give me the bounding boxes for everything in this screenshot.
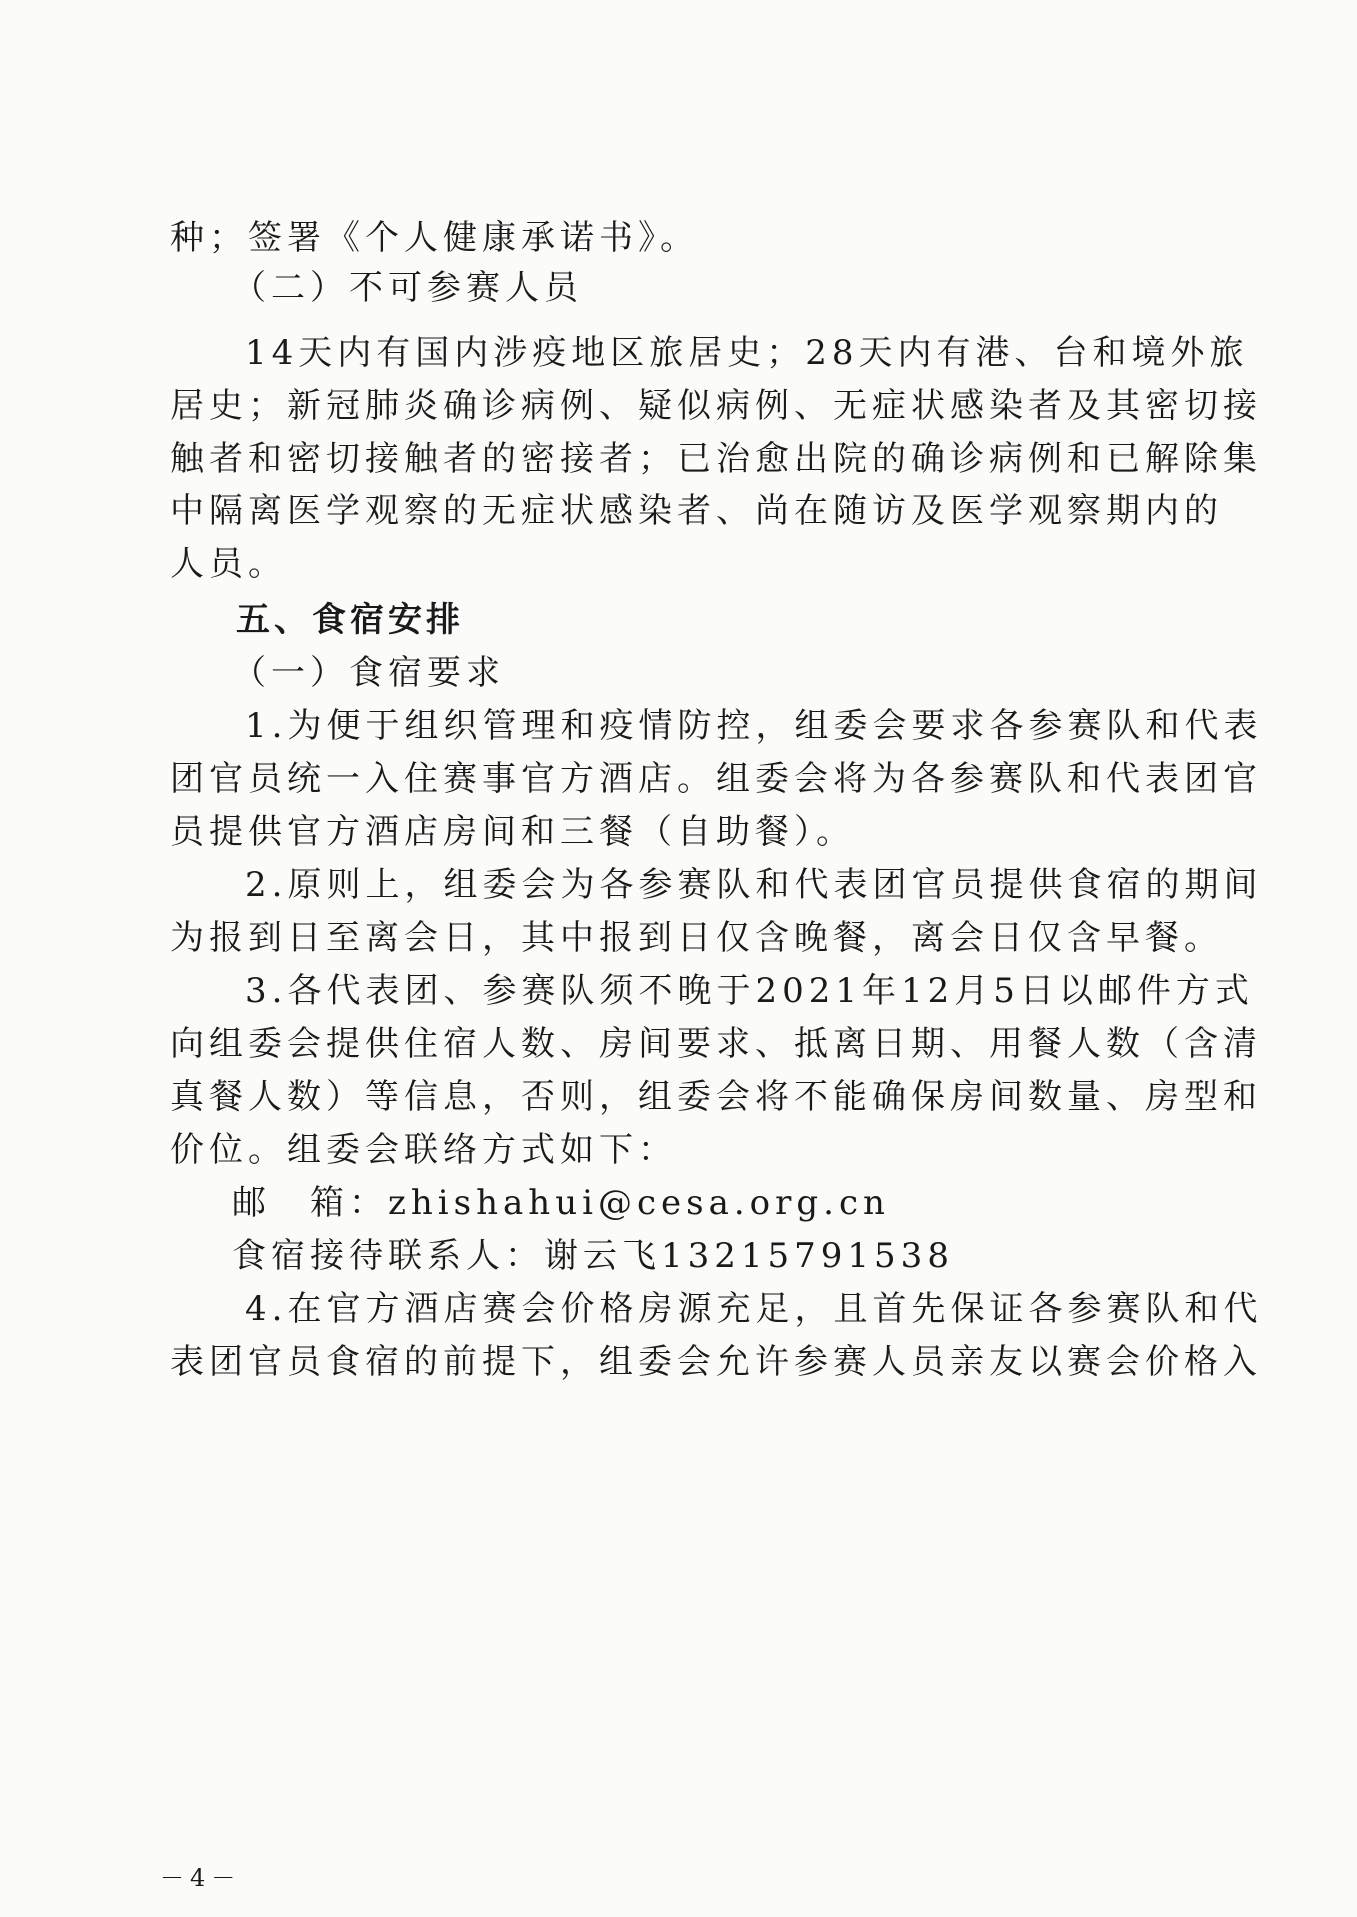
paragraph-line-13: 2.原则上，组委会为各参赛队和代表团官员提供食宿的期间 [245,865,1263,905]
paragraph-line-6: 中隔离医学观察的无症状感染者、尚在随访及医学观察期内的 [170,491,1223,531]
paragraph-line-5: 触者和密切接触者的密接者；已治愈出院的确诊病例和已解除集 [170,439,1262,479]
paragraph-line-21: 4.在官方酒店赛会价格房源充足，且首先保证各参赛队和代 [245,1289,1263,1329]
paragraph-line-12: 员提供官方酒店房间和三餐（自助餐）。 [170,812,855,852]
subheading-accommodation-requirements: （一）食宿要求 [232,653,505,693]
contact-person-line: 食宿接待联系人：谢云飞13215791538 [232,1236,954,1276]
paragraph-line-4: 居史；新冠肺炎确诊病例、疑似病例、无症状感染者及其密切接 [170,386,1262,426]
section-heading-accommodation: 五、食宿安排 [236,600,464,640]
subheading-not-eligible: （二）不可参赛人员 [232,268,583,308]
paragraph-line-16: 向组委会提供住宿人数、房间要求、抵离日期、用餐人数（含清 [170,1024,1262,1064]
paragraph-line-18: 价位。组委会联络方式如下： [170,1130,677,1170]
paragraph-line-3: 14天内有国内涉疫地区旅居史；28天内有港、台和境外旅 [245,333,1249,373]
page-number: －4－ [160,1864,242,1892]
paragraph-line-7: 人员。 [170,544,287,584]
paragraph-line-22: 表团官员食宿的前提下，组委会允许参赛人员亲友以赛会价格入 [170,1342,1262,1382]
paragraph-line-17: 真餐人数）等信息，否则，组委会将不能确保房间数量、房型和 [170,1077,1262,1117]
paragraph-line-15: 3.各代表团、参赛队须不晚于2021年12月5日以邮件方式 [245,971,1254,1011]
contact-email-line: 邮 箱：zhishahui@cesa.org.cn [232,1183,890,1223]
paragraph-line-10: 1.为便于组织管理和疫情防控，组委会要求各参赛队和代表 [245,706,1263,746]
paragraph-line-14: 为报到日至离会日，其中报到日仅含晚餐，离会日仅含早餐。 [170,918,1223,958]
paragraph-line-11: 团官员统一入住赛事官方酒店。组委会将为各参赛队和代表团官 [170,759,1262,799]
paragraph-line-1: 种；签署《个人健康承诺书》。 [170,218,699,258]
